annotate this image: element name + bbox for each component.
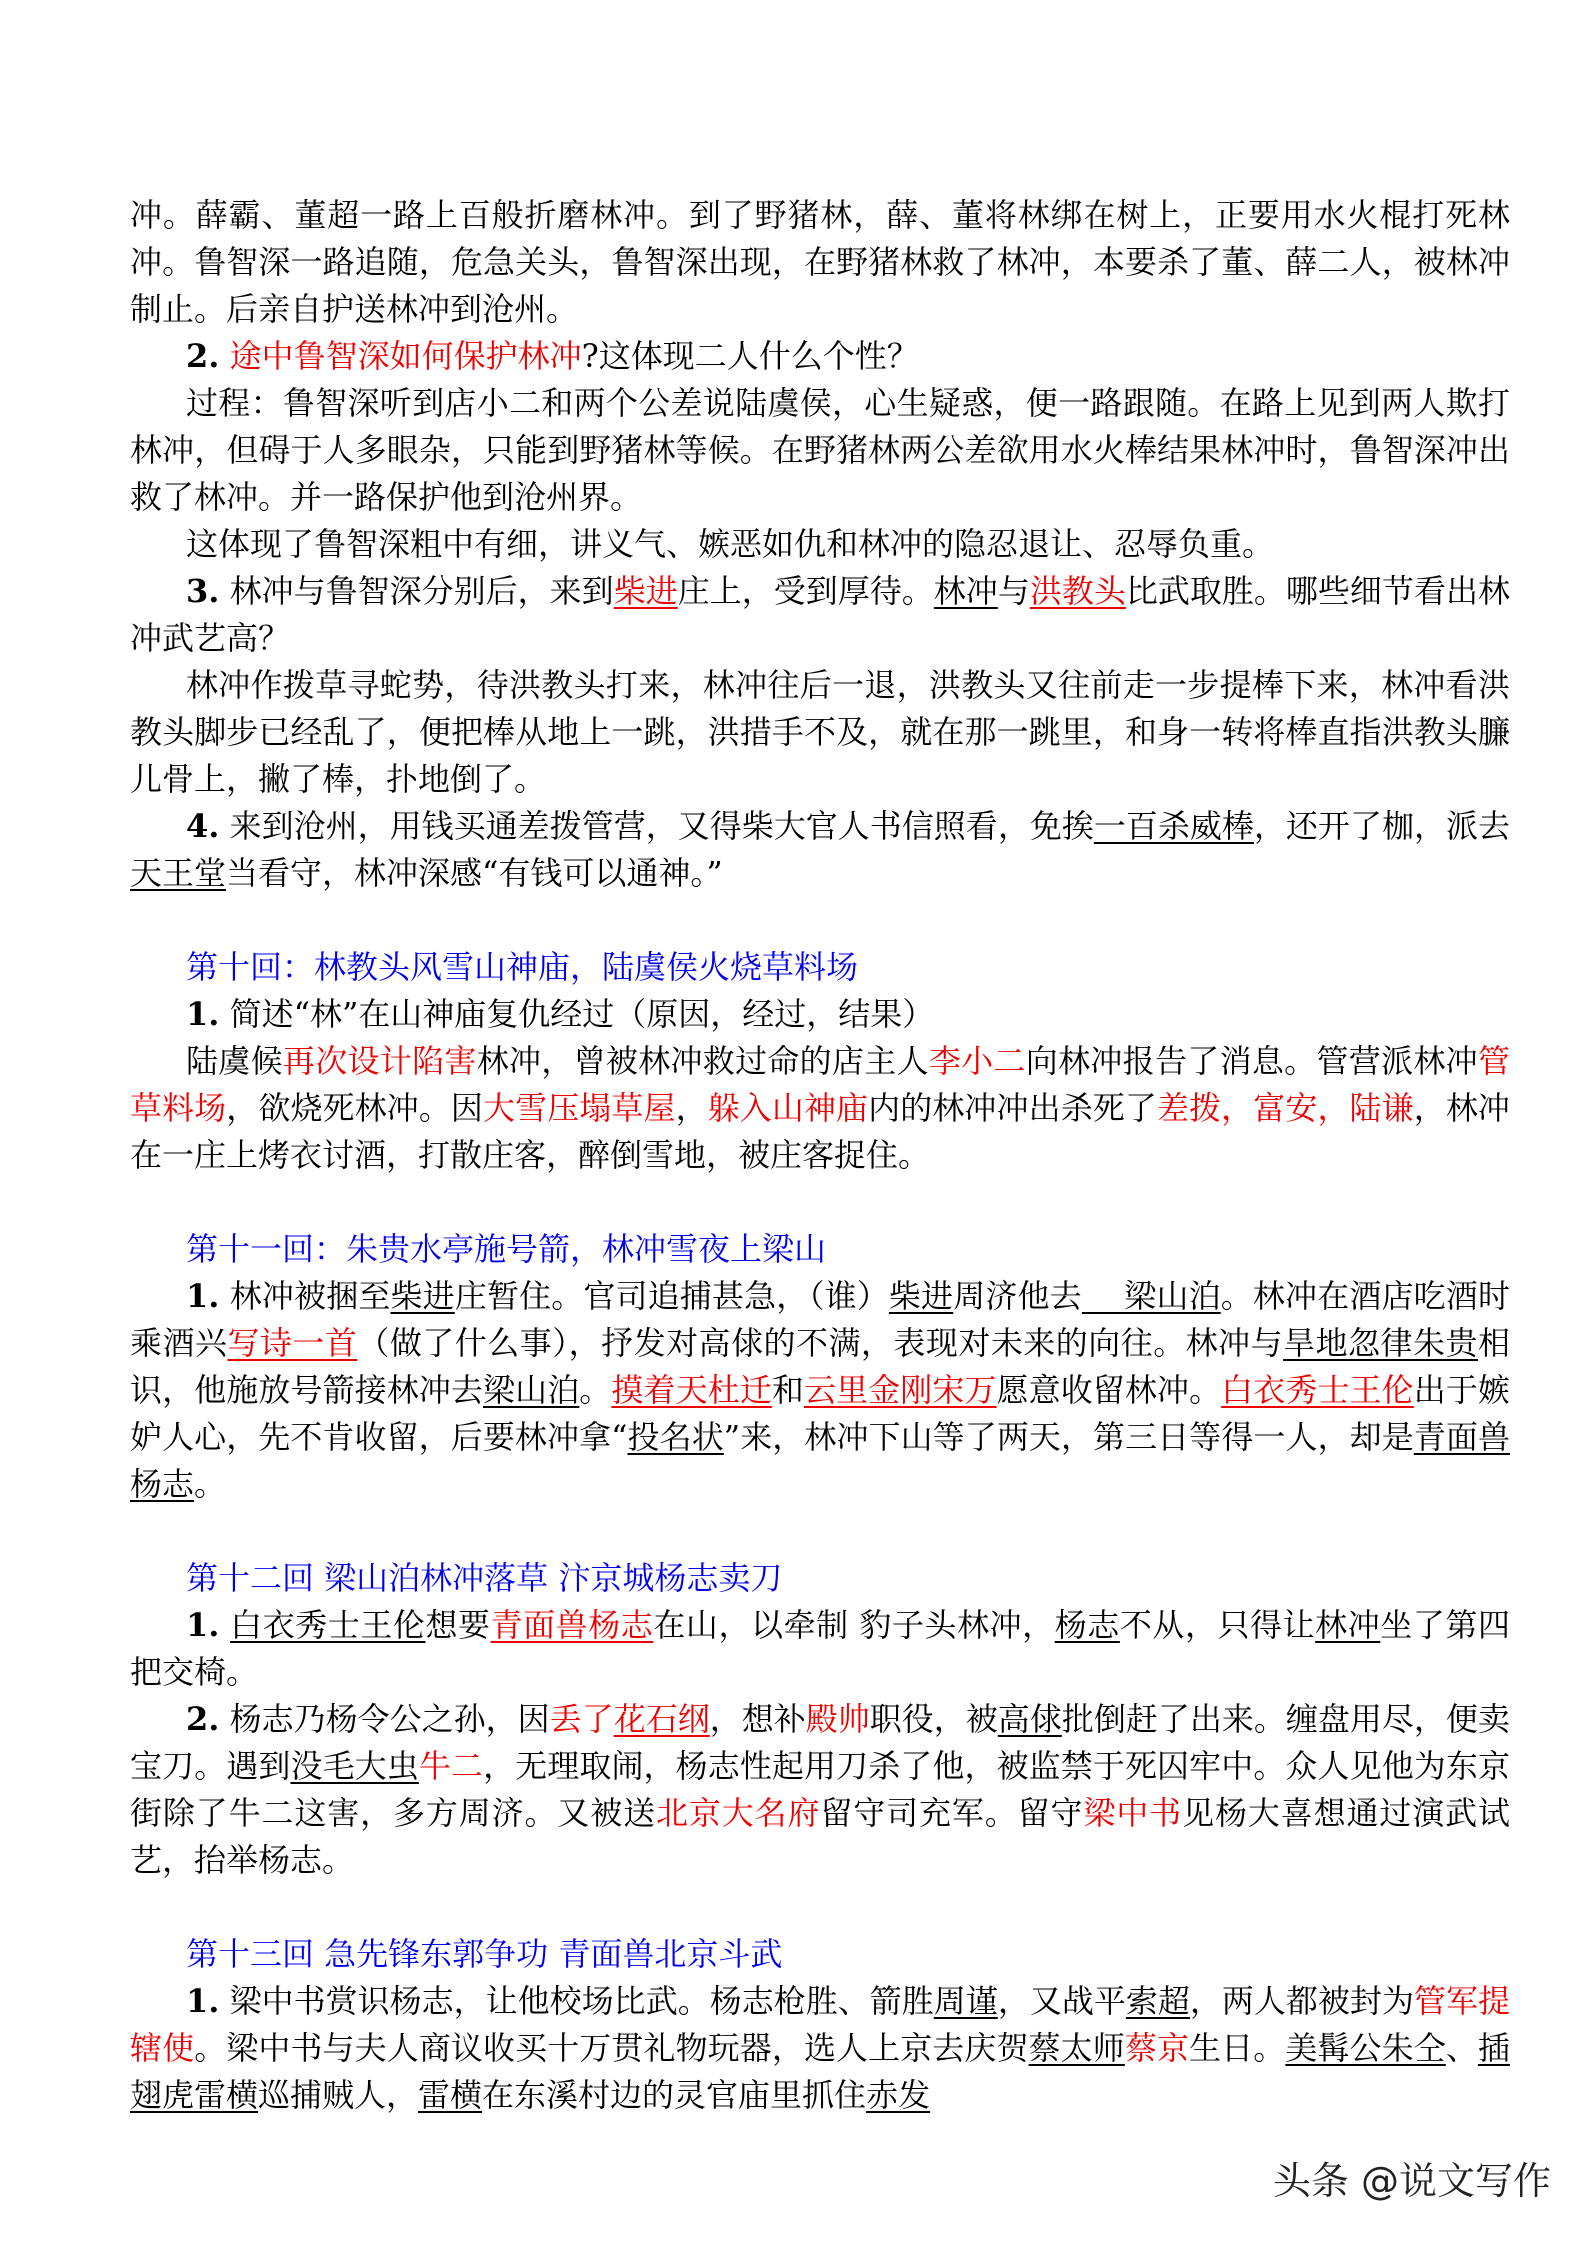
highlighted-term: 赤发: [866, 2076, 931, 2114]
text-run: 不从，只得让: [1119, 1606, 1316, 1644]
text-run: 冲。薛霸、董超一路上百般折磨林冲。到了野猪林，薛、董将林绑在树上，正要用水火棍打死林冲。鲁智深一路追随，危急关头，鲁智深出现，在野猪林救了林冲，本要杀了董、薛二人，被林冲制止。后亲自护送林冲到沧州。: [130, 196, 1510, 328]
text-run: 想要: [425, 1606, 491, 1644]
text-run: 生日。: [1189, 2029, 1286, 2067]
text-run: ，两人都被封为: [1189, 1982, 1414, 2020]
text-run: 巡捕贼人，: [258, 2076, 419, 2114]
paragraph: [130, 1602, 1510, 1696]
text-run: 林冲作拨草寻蛇势，待洪教头打来，林冲往后一退，洪教头又往前走一步提棒下来，林冲看洪教头脚步已经乱了，便把棒从地上一跳，洪措手不及，就在那一跳里，和身一转将棒直指洪教头臁儿骨上，撇了棒，扑地倒了。: [130, 666, 1510, 798]
highlighted-term: 北京大名府: [656, 1794, 821, 1832]
question-number: 4.: [186, 807, 220, 845]
highlighted-term: 柴进: [390, 1277, 455, 1315]
text-run: 来到沧州，用钱买通差拨管营，又得柴大官人书信照看，免挨: [219, 807, 1094, 845]
text-run: 。: [579, 1371, 612, 1409]
highlighted-term: 躲入山神庙: [707, 1089, 869, 1127]
text-run: 批倒赶了出来。缠盘用尽，便卖宝刀。遇到: [130, 1700, 1510, 1785]
text-run: 坐了第四把交椅。: [130, 1606, 1510, 1691]
text-run: 第十三回 急先锋东郭争功 青面兽北京斗武: [186, 1935, 783, 1973]
paragraph: [130, 1978, 1510, 2119]
highlighted-term: 途中鲁智深如何保护林冲: [229, 337, 582, 375]
text-run: ?这体现二人什么个性？: [581, 337, 919, 375]
text-run: [219, 1606, 230, 1644]
highlighted-term: 丢了: [549, 1700, 614, 1738]
text-run: 简述“林”在山神庙复仇经过（原因，经过，结果）: [219, 995, 935, 1033]
text-run: [219, 337, 229, 375]
section-spacer: [130, 1179, 1510, 1226]
text-run: ，又战平: [997, 1982, 1126, 2020]
text-run: （做了什么事），抒发对高俅的不满，表现对未来的向往。林冲与: [357, 1324, 1284, 1362]
highlighted-term: 美髯公朱仝: [1285, 2029, 1446, 2067]
highlighted-term: 林冲: [933, 572, 998, 610]
text-run: 、: [1445, 2029, 1478, 2067]
paragraph: [130, 1696, 1510, 1884]
highlighted-term: 白衣秀士王伦: [1221, 1371, 1414, 1409]
text-run: 这体现了鲁智深粗中有细，讲义气、嫉恶如仇和林冲的隐忍退让、忍辱负重。: [186, 525, 1275, 563]
section-spacer: [130, 1884, 1510, 1931]
text-run: 庄上，受到厚待。: [677, 572, 934, 610]
highlighted-term: 天王堂: [130, 854, 227, 892]
text-run: ，还开了枷，派去: [1253, 807, 1510, 845]
highlighted-term: 李小二: [928, 1042, 1026, 1080]
highlighted-term: 插翅虎雷横: [130, 2029, 1510, 2114]
text-run: 当看守，林冲深感“有钱可以通神。”: [226, 854, 723, 892]
text-run: 见杨大喜想通过演武试艺，抬举杨志。: [130, 1794, 1510, 1879]
highlighted-term: 没毛大虫: [290, 1747, 419, 1785]
paragraph: [130, 568, 1510, 662]
highlighted-term: 索超: [1125, 1982, 1190, 2020]
text-run: 在东溪村边的灵官庙里抓住: [482, 2076, 867, 2114]
text-run: ”来，林冲下山等了两天，第三日等得一人，却是: [723, 1418, 1414, 1456]
text-run: 比武取胜。哪些细节看出林冲武艺高？: [130, 572, 1510, 657]
highlighted-term: 花石纲: [613, 1700, 710, 1738]
text-run: 过程：鲁智深听到店小二和两个公差说陆虞侯，心生疑惑，便一路跟随。在路上见到两人欺打林冲，但碍于人多眼杂，只能到野猪林等候。在野猪林两公差欲用水火棒结果林冲时，鲁智深冲出救了林冲。并一路保护他到沧州界。: [130, 384, 1510, 516]
highlighted-term: 洪教头: [1029, 572, 1126, 610]
text-run: 与: [997, 572, 1030, 610]
paragraph: [130, 1273, 1510, 1508]
highlighted-term: 投名状: [627, 1418, 724, 1456]
highlighted-term: 再次设计陷害: [282, 1042, 477, 1080]
question-number: 2.: [186, 337, 220, 375]
highlighted-term: 周谨: [933, 1982, 998, 2020]
section-spacer: [130, 1508, 1510, 1555]
question-number: 1.: [186, 1982, 220, 2020]
section-spacer: [130, 897, 1510, 944]
highlighted-term: 蔡太师: [1028, 2029, 1125, 2067]
text-run: ，: [675, 1089, 708, 1127]
text-run: 周济他去: [953, 1277, 1082, 1315]
highlighted-term: 殿帅: [805, 1700, 870, 1738]
text-run: 和: [771, 1371, 804, 1409]
text-run: 陆虞候: [186, 1042, 283, 1080]
highlighted-term: 摸着天杜迁: [611, 1371, 772, 1409]
text-run: 杨志乃杨令公之孙，因: [219, 1700, 550, 1738]
question-number: 3.: [186, 572, 220, 610]
text-run: 第十回：林教头风雪山神庙，陆虞侯火烧草料场: [186, 948, 859, 986]
text-run: 向林冲报告了消息。管营派林冲: [1025, 1042, 1478, 1080]
highlighted-term: 管草料场: [130, 1042, 1510, 1127]
paragraph: [130, 521, 1510, 568]
highlighted-term: 一百杀威棒: [1093, 807, 1254, 845]
text-run: 庄暂住。官司追捕甚急，（谁）: [454, 1277, 889, 1315]
highlighted-term: 旱地忽律朱贵: [1283, 1324, 1478, 1362]
paragraph: [130, 662, 1510, 803]
highlighted-term: 管军提辖使: [130, 1982, 1510, 2067]
highlighted-term: 写诗一首: [227, 1324, 358, 1362]
highlighted-term: 云里金刚宋万: [803, 1371, 997, 1409]
chapter-heading: [130, 1555, 1510, 1602]
paragraph: [130, 1038, 1510, 1179]
text-run: ，欲烧死林冲。因: [226, 1089, 484, 1127]
paragraph: [130, 803, 1510, 897]
highlighted-term: 白衣秀士王伦: [230, 1606, 426, 1644]
highlighted-term: 青面兽杨志: [490, 1606, 654, 1644]
text-run: 留守司充军。留守: [820, 1794, 1084, 1832]
highlighted-term: 柴进: [888, 1277, 954, 1315]
text-run: 第十一回：朱贵水亭施号箭，林冲雪夜上梁山: [186, 1230, 827, 1268]
question-number: 1.: [186, 1277, 220, 1315]
highlighted-term: 差拨，富安，陆谦: [1157, 1089, 1414, 1127]
highlighted-term: 青面兽杨志: [130, 1418, 1510, 1503]
highlighted-term: 大雪压塌草屋: [483, 1089, 676, 1127]
highlighted-term: 杨志: [1054, 1606, 1120, 1644]
text-run: 。林冲在酒店吃酒时乘酒兴: [130, 1277, 1510, 1362]
highlighted-term: 蔡京: [1124, 2029, 1190, 2067]
question-number: 1.: [186, 1606, 220, 1644]
question-number: 2.: [186, 1700, 220, 1738]
highlighted-term: 梁山泊: [1081, 1277, 1221, 1315]
paragraph: [130, 333, 1510, 380]
paragraph: [130, 991, 1510, 1038]
text-run: 梁中书赏识杨志，让他校场比武。杨志枪胜、箭胜: [219, 1982, 934, 2020]
text-run: ，林冲在一庄上烤衣讨酒，打散庄客，醉倒雪地，被庄客捉住。: [130, 1089, 1510, 1174]
highlighted-term: 梁中书: [1083, 1794, 1183, 1832]
highlighted-term: 梁山泊: [483, 1371, 580, 1409]
highlighted-term: 高俅: [997, 1700, 1062, 1738]
highlighted-term: 牛二: [418, 1747, 484, 1785]
text-run: 职役，被: [869, 1700, 998, 1738]
text-run: 。梁中书与夫人商议收买十万贯礼物玩器，选人上京去庆贺: [194, 2029, 1029, 2067]
text-run: 出于嫉妒人心，先不肯收留，后要林冲拿“: [130, 1371, 1510, 1456]
text-run: 林冲与鲁智深分别后，来到: [219, 572, 614, 610]
text-run: 相识，他施放号箭接林冲去: [130, 1324, 1510, 1409]
text-run: 林冲被捆至: [219, 1277, 391, 1315]
text-run: 林冲，曾被林冲救过命的店主人: [476, 1042, 929, 1080]
highlighted-term: 雷横: [418, 2076, 483, 2114]
highlighted-term: 林冲: [1315, 1606, 1381, 1644]
chapter-heading: [130, 1226, 1510, 1273]
text-run: 内的林冲冲出杀死了: [868, 1089, 1157, 1127]
text-run: ，想补: [709, 1700, 806, 1738]
watermark: 头条 @说文写作: [1272, 2159, 1551, 2203]
text-run: 。: [194, 1465, 227, 1503]
highlighted-term: 柴进: [613, 572, 678, 610]
chapter-heading: [130, 944, 1510, 991]
text-run: 第十二回 梁山泊林冲落草 汴京城杨志卖刀: [186, 1559, 783, 1597]
document-body: [130, 192, 1510, 2119]
paragraph: [130, 380, 1510, 521]
paragraph: [130, 192, 1510, 333]
chapter-heading: [130, 1931, 1510, 1978]
text-run: 愿意收留林冲。: [996, 1371, 1222, 1409]
text-run: ，无理取闹，杨志性起用刀杀了他，被监禁于死囚牢中。众人见他为东京街除了牛二这害，多方周济。又被送: [130, 1747, 1510, 1832]
question-number: 1.: [186, 995, 220, 1033]
text-run: 在山，以牵制 豹子头林冲，: [653, 1606, 1055, 1644]
